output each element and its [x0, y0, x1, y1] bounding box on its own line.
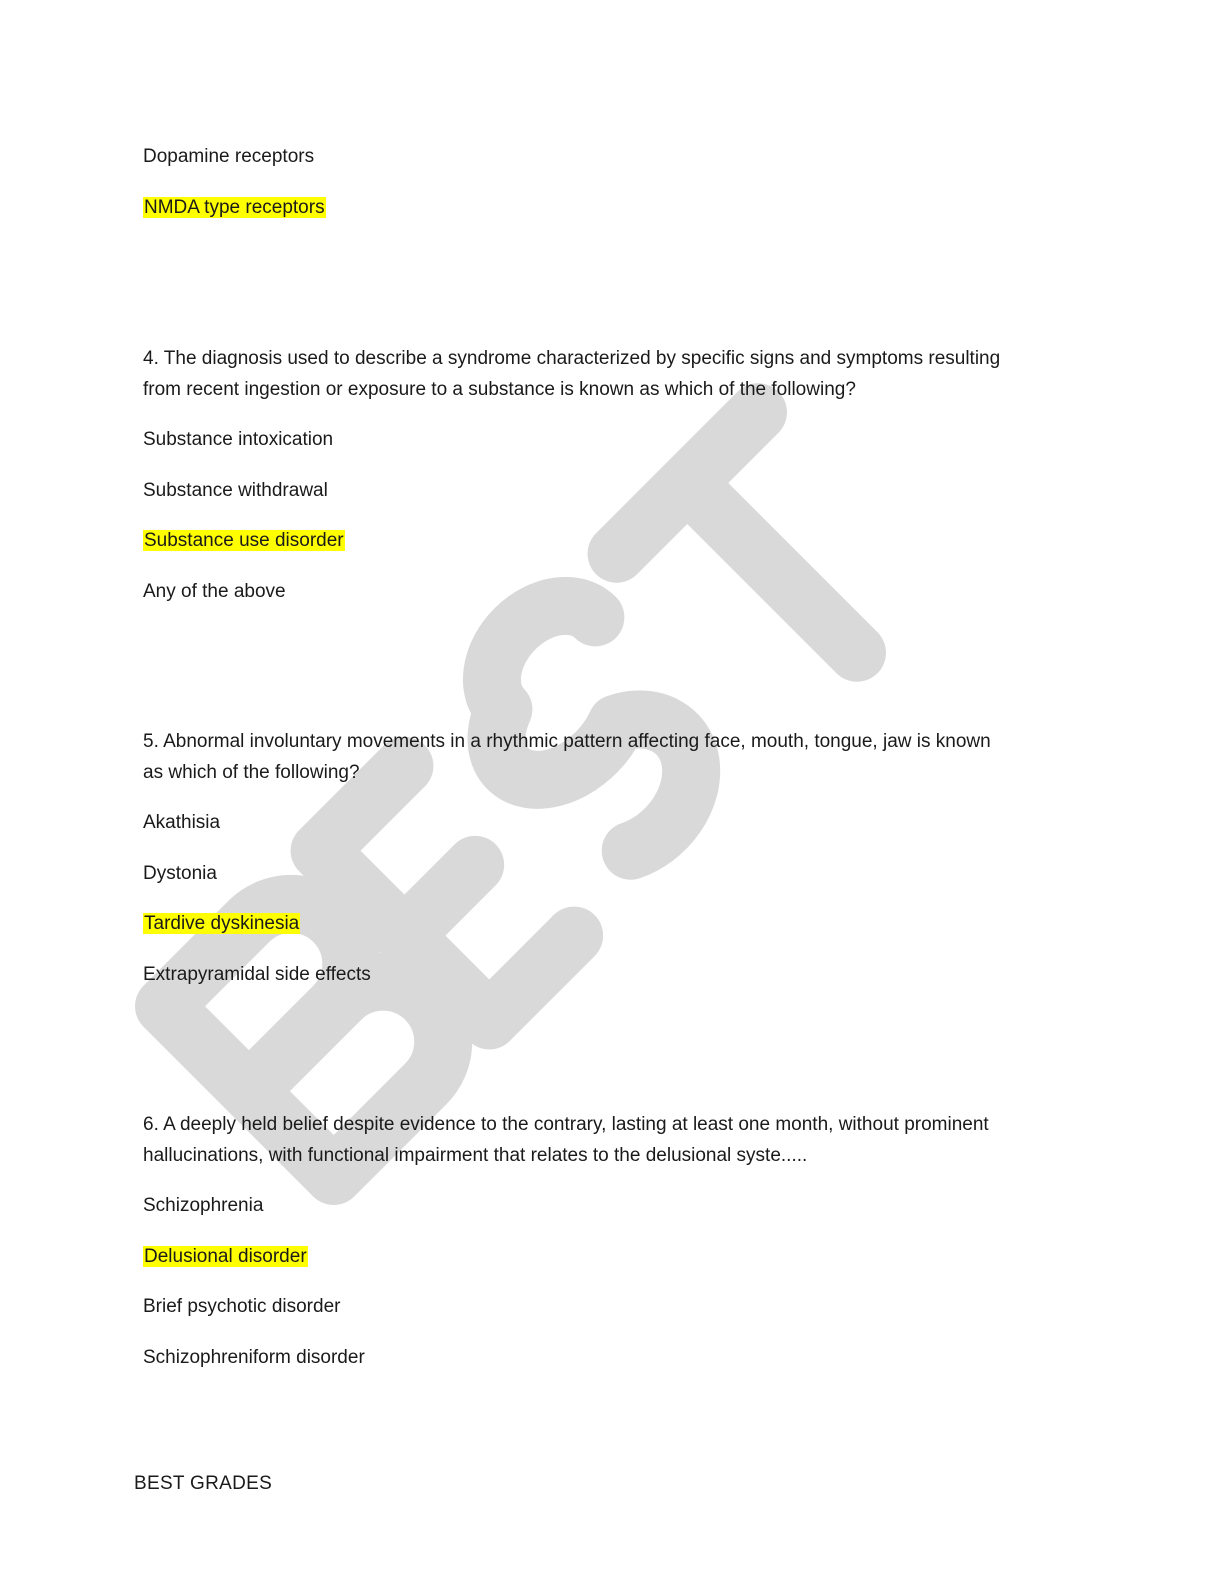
page-footer: BEST GRADES: [134, 1473, 273, 1494]
option-dystonia: Dystonia: [143, 863, 217, 884]
option-akathisia: Akathisia: [143, 812, 221, 833]
option-substance-intoxication: Substance intoxication: [143, 429, 334, 450]
option-schizophrenia: Schizophrenia: [143, 1195, 264, 1216]
correct-answer-highlight: NMDA type receptors: [144, 197, 325, 218]
option-delusional-disorder: [143, 1241, 308, 1272]
option-brief-psychotic-disorder: Brief psychotic disorder: [143, 1296, 341, 1317]
question-6-stem-line2: hallucinations, with functional impairment that relates to the delusional syste.....: [143, 1145, 808, 1166]
option-substance-use-disorder: [143, 525, 345, 556]
option-tardive-dyskinesia: [143, 908, 300, 939]
correct-answer-highlight: Tardive dyskinesia: [144, 913, 300, 934]
option-substance-withdrawal: Substance withdrawal: [143, 480, 328, 501]
option-nmda-type-receptors: [143, 192, 326, 223]
question-5-stem-line2: as which of the following?: [143, 762, 360, 783]
correct-answer-highlight: Substance use disorder: [144, 530, 344, 551]
option-schizophreniform-disorder: Schizophreniform disorder: [143, 1347, 365, 1368]
option-any-of-the-above: Any of the above: [143, 581, 286, 602]
question-6-stem-line1: 6. A deeply held belief despite evidence to the contrary, lasting at least one month, without prominent: [143, 1114, 989, 1135]
option-extrapyramidal-side-effects: Extrapyramidal side effects: [143, 964, 371, 985]
question-4-stem-line1: 4. The diagnosis used to describe a syndrome characterized by specific signs and symptoms resulting: [143, 348, 1001, 369]
question-4-stem-line2: from recent ingestion or exposure to a substance is known as which of the following?: [143, 379, 856, 400]
option-dopamine-receptors: Dopamine receptors: [143, 146, 315, 167]
correct-answer-highlight: Delusional disorder: [144, 1246, 307, 1267]
question-5-stem-line1: 5. Abnormal involuntary movements in a rhythmic pattern affecting face, mouth, tongue, jaw is known: [143, 731, 991, 752]
